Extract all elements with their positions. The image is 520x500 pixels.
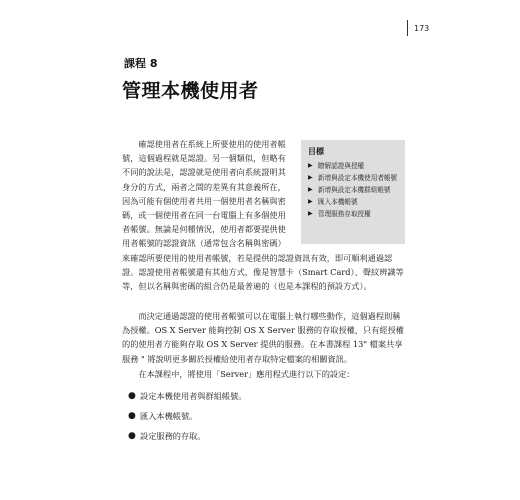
intro-line: 確認使用者在系統上所要使用的使用者帳	[138, 139, 286, 149]
page-number: 173	[414, 23, 430, 33]
goal-item	[308, 173, 398, 183]
lesson-label: 課程 8	[124, 57, 158, 70]
goal-item	[308, 209, 398, 219]
task-list-item	[128, 406, 246, 426]
task-list-item	[128, 426, 246, 446]
intro-line: 用者帳號的認證資訊（通常包含名稱與密碼）	[122, 238, 286, 249]
goal-text: 瞭解認證與授權	[318, 162, 365, 170]
goal-item	[308, 197, 398, 207]
intro-line: 者帳號。無論是何種情況，使用者都要提供使	[122, 224, 286, 235]
triangle-bullet-icon: ▶	[308, 186, 313, 193]
bullet-dot-icon: ●	[128, 391, 136, 401]
intro-line: 號，這個過程就是認證。另一個類似，但略有	[122, 153, 286, 164]
intro-line: 身分的方式，兩者之間的差異有其意義所在，	[122, 181, 286, 192]
task-list-item	[128, 386, 246, 406]
intro-line: 碼，或一個使用者在同一台電腦上有多個使用	[122, 210, 286, 221]
goals-title: 目標	[308, 147, 324, 156]
page-header	[407, 20, 429, 36]
bullet-dot-icon: ●	[128, 411, 136, 421]
goal-text: 新增與設定本機群組帳號	[318, 186, 391, 194]
intro-continuation: 來確認所要使用的使用者帳號，若是提供的認證資訊有效，即可順利通過認證。認證使用者帳號還有其他方式，像是智慧卡（Smart Card）、聲紋辨識等等，但以名稱與密碼的組合仍是最普遍的（也是本課程的預設方式）。	[122, 253, 404, 292]
triangle-bullet-icon: ▶	[308, 210, 313, 217]
triangle-bullet-icon: ▶	[308, 198, 313, 205]
intro-line: 不同的說法是，認證就是使用者向系統證明其	[122, 167, 286, 178]
lesson-title: 管理本機使用者	[122, 80, 259, 102]
triangle-bullet-icon: ▶	[308, 162, 313, 169]
task-text: 匯入本機帳號。	[140, 411, 198, 421]
bullet-dot-icon: ●	[128, 431, 136, 441]
goal-text: 新增與設定本機使用者帳號	[318, 174, 398, 182]
intro-line: 因為可能有個使用者共用一個使用者名稱與密	[122, 195, 286, 206]
header-divider	[407, 20, 408, 36]
task-text: 設定服務的存取。	[140, 431, 206, 441]
goal-item	[308, 161, 398, 171]
triangle-bullet-icon: ▶	[308, 174, 313, 181]
goal-text: 管理服務存取授權	[318, 210, 371, 218]
goal-text: 匯入本機帳號	[318, 198, 358, 206]
lesson-intro-paragraph: 在本課程中，將使用「Server」應用程式進行以下的設定：	[138, 369, 355, 379]
intro-paragraph	[122, 137, 298, 251]
goal-item	[308, 185, 398, 195]
task-list	[128, 386, 246, 446]
authorization-paragraph: 而決定通過認證的使用者帳號可以在電腦上執行哪些動作，這個過程則稱為授權。OS X Server 能夠控制 OS X Server 服務的存取授權，只有經授權的的使用者方能夠存取 OS X Server 提供的服務。在本書課程 13" 檔案共享服務 " 將說明更多關於授權給使用者存取特定檔案的相關資訊。	[122, 311, 404, 364]
goals-sidebar	[301, 140, 405, 244]
task-text: 設定本機使用者與群組帳號。	[140, 391, 247, 401]
